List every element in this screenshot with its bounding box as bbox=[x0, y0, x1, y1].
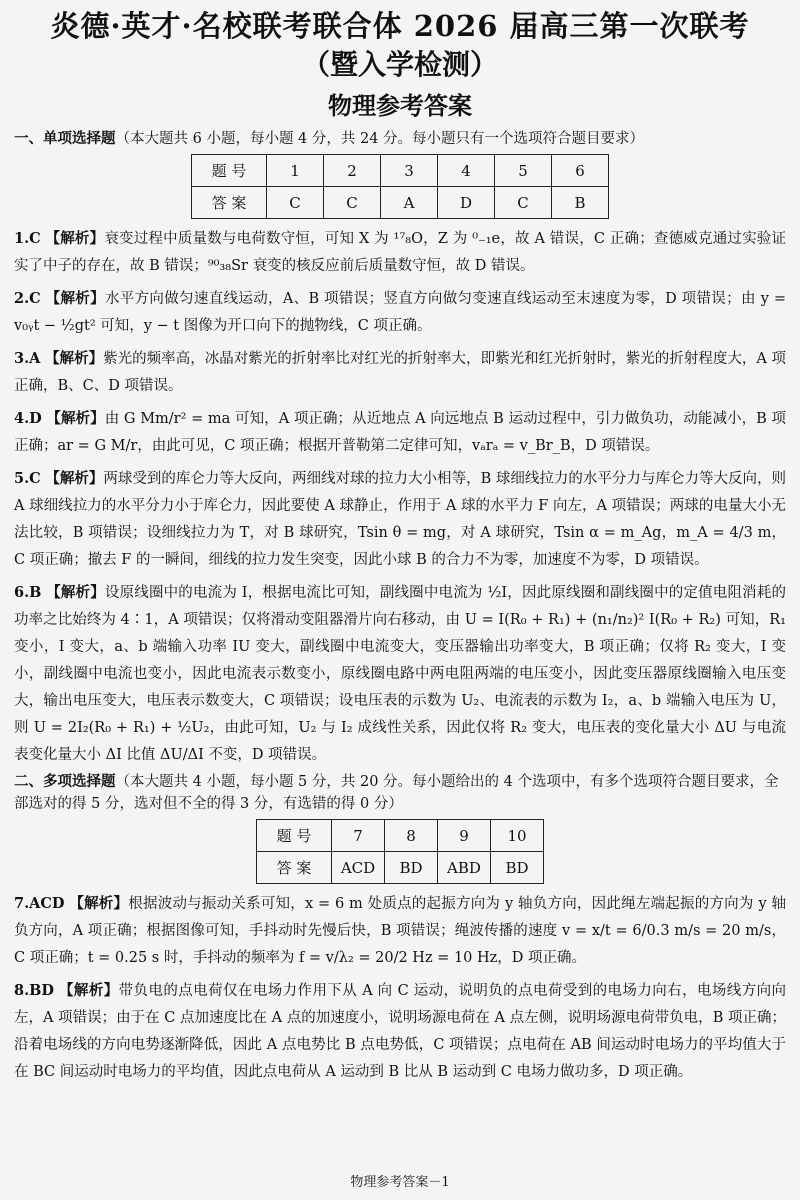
analysis-tag: 【解析】 bbox=[69, 895, 129, 912]
question-number: 7 bbox=[332, 820, 385, 852]
analysis-tag: 【解析】 bbox=[45, 290, 105, 307]
analysis-tag: 【解析】 bbox=[45, 230, 105, 247]
answer-key: 5.C bbox=[14, 470, 41, 487]
answer-item-6 bbox=[14, 579, 786, 769]
answer-item-4 bbox=[14, 405, 786, 460]
question-number: 10 bbox=[491, 820, 544, 852]
section-2-header bbox=[14, 771, 786, 815]
analysis-text: 由 G Mm/r² = ma 可知，A 项正确；从近地点 A 向远地点 B 运动过程中，引力做负功，动能减小，B 项正确；ar = G M/r，由此可见，C 项正确；根据开普勒第二定律可知，vₐrₐ = v_Br_B，D 项错误。 bbox=[14, 411, 787, 454]
section-1-header bbox=[14, 128, 786, 150]
analysis-text: 衰变过程中质量数与电荷数守恒，可知 X 为 ¹⁷₈O，Z 为 ⁰₋₁e，故 A 错误，C 正确；查德威克通过实验证实了中子的存在，故 B 错误；⁹⁰₃₈Sr 衰变的核反应前后质量数守恒，故 D 错误。 bbox=[14, 231, 787, 274]
analysis-text: 紫光的频率高，冰晶对紫光的折射率比对红光的折射率大，即紫光和红光折射时，紫光的折射程度大，A 项正确，B、C、D 项错误。 bbox=[14, 351, 787, 394]
answer-key: 3.A bbox=[14, 350, 41, 367]
answer-cell: B bbox=[552, 187, 609, 219]
analysis-text: 根据波动与振动关系可知，x = 6 m 处质点的起振方向为 y 轴负方向，因此绳左端起振的方向为 y 轴负方向，A 项正确；根据图像可知，手抖动时先慢后快，B 项错误；绳波传播的速度 v = x/t = 6/0.3 m/s = 20 m/s，C 项正确；t = 0.25 s 时，手抖动的频率为 f = v/λ₂ = 20/2 Hz = 10 Hz，D 项正确。 bbox=[14, 896, 787, 966]
analysis-text: 两球受到的库仑力等大反向，两细线对球的拉力大小相等，B 球细线拉力的水平分力与库仑力等大反向，则 A 球细线拉力的水平分力小于库仑力，因此要使 A 球静止，作用于 A 球的水平力 F 向左，A 项错误；两球的电量大小无法比较，B 项错误；设细线拉力为 T，对 B 球研究，Tsin θ = mg，对 A 球研究，Tsin α = m_Ag，m_A = 4/3 m，C 项正确；撤去 F 的一瞬间，细线的拉力发生突变，因此小球 B 的合力不为零，加速度不为零，D 项错误。 bbox=[14, 471, 787, 568]
answer-cell: C bbox=[267, 187, 324, 219]
question-number: 5 bbox=[495, 155, 552, 187]
analysis-tag: 【解析】 bbox=[46, 584, 105, 601]
table-row-label: 题 号 bbox=[192, 155, 267, 187]
answer-table-single-choice bbox=[191, 154, 609, 219]
page-footer: 物理参考答案－1 bbox=[350, 1175, 450, 1190]
question-number: 4 bbox=[438, 155, 495, 187]
answer-item-5 bbox=[14, 465, 786, 574]
table-row-label: 题 号 bbox=[257, 820, 332, 852]
answer-item-2 bbox=[14, 285, 786, 340]
answer-cell: ACD bbox=[332, 852, 385, 884]
question-number: 1 bbox=[267, 155, 324, 187]
answer-cell: A bbox=[381, 187, 438, 219]
section-2-heading: 二、多项选择题 bbox=[14, 773, 116, 790]
analysis-tag: 【解析】 bbox=[59, 982, 119, 999]
exam-title: 炎德·英才·名校联考联合体 2026 届高三第一次联考 bbox=[50, 9, 750, 43]
table-row bbox=[257, 852, 544, 884]
section-1-heading: 一、单项选择题 bbox=[14, 130, 116, 147]
answer-key: 2.C bbox=[14, 290, 41, 307]
answer-key: 8.BD bbox=[14, 982, 54, 999]
table-row bbox=[192, 155, 609, 187]
table-row bbox=[192, 187, 609, 219]
analysis-text: 带负电的点电荷仅在电场力作用下从 A 向 C 运动，说明负的点电荷受到的电场力向右，电场线方向向左，A 项错误；由于在 C 点加速度比在 A 点的加速度小，说明场源电荷在 A 点左侧，说明场源电荷带负电，B 项正确；沿着电场线的方向电势逐渐降低，因此 A 点电势比 B 点电势低，C 项错误；点电荷在 AB 间运动时电场力的平均值大于在 BC 间运动时电场力的平均值，因此点电荷从 A 运动到 B 比从 B 运动到 C 电场力做功多，D 项正确。 bbox=[14, 983, 787, 1080]
question-number: 9 bbox=[438, 820, 491, 852]
answer-item-7 bbox=[14, 890, 786, 972]
answer-table-multiple-choice bbox=[256, 819, 544, 884]
question-number: 6 bbox=[552, 155, 609, 187]
answer-cell: C bbox=[324, 187, 381, 219]
question-number: 8 bbox=[385, 820, 438, 852]
table-row-label: 答 案 bbox=[192, 187, 267, 219]
analysis-text: 水平方向做匀速直线运动，A、B 项错误；竖直方向做匀变速直线运动至末速度为零，D 项错误；由 y = v₀ᵧt − ½gt² 可知，y − t 图像为开口向下的抛物线，C 项正确。 bbox=[14, 291, 787, 334]
document-title: 物理参考答案 bbox=[328, 91, 472, 120]
answer-item-1 bbox=[14, 225, 786, 280]
answer-cell: C bbox=[495, 187, 552, 219]
section-1-description: （本大题共 6 小题，每小题 4 分，共 24 分。每小题只有一个选项符合题目要求） bbox=[115, 131, 645, 147]
answer-item-3 bbox=[14, 345, 786, 400]
answer-key: 6.B bbox=[14, 584, 42, 601]
analysis-tag: 【解析】 bbox=[46, 410, 105, 427]
answer-cell: BD bbox=[491, 852, 544, 884]
answer-cell: ABD bbox=[438, 852, 491, 884]
section-2-description: （本大题共 4 小题，每小题 5 分，共 20 分。每小题给出的 4 个选项中，有多个选项符合题目要求，全部选对的得 5 分，选对但不全的得 3 分，有选错的得 0 分） bbox=[14, 774, 779, 812]
answer-cell: BD bbox=[385, 852, 438, 884]
analysis-text: 设原线圈中的电流为 I，根据电流比可知，副线圈中电流为 ½I，因此原线圈和副线圈中的定值电阻消耗的功率之比始终为 4∶1，A 项错误；仅将滑动变阻器滑片向右移动，由 U = I(R₀ + R₁) + (n₁/n₂)² I(R₀ + R₂) 可知，R₁ 变小，I 变大，a、b 端输入功率 IU 变大，副线圈中电流变大，变压器输出功率变大，B 项正确；仅将 R₂ 变大，I 变小，副线圈中电流也变小，因此电流表示数变小，原线圈电路中两电阻两端的电压变小，因此变压器原线圈输入电压变大，输出电压变大，电压表示数变大，C 项错误；设电压表的示数为 U₂、电流表的示数为 I₂，a、b 端输入电压为 U，则 U = 2I₂(R₀ + R₁) + ½U₂，由此可知，U₂ 与 I₂ 成线性关系，因此仅将 R₂ 变大，电压表的变化量大小 ΔU 与电流表变化量大小 ΔI 比值 ΔU/ΔI 不变，D 项错误。 bbox=[14, 585, 787, 763]
analysis-tag: 【解析】 bbox=[45, 350, 104, 367]
answer-item-8 bbox=[14, 977, 786, 1086]
answer-key: 4.D bbox=[14, 410, 42, 427]
question-number: 3 bbox=[381, 155, 438, 187]
table-row bbox=[257, 820, 544, 852]
answer-key: 7.ACD bbox=[14, 895, 65, 912]
analysis-tag: 【解析】 bbox=[45, 470, 104, 487]
exam-subtitle: （暨入学检测） bbox=[301, 48, 498, 81]
answer-cell: D bbox=[438, 187, 495, 219]
question-number: 2 bbox=[324, 155, 381, 187]
answer-key: 1.C bbox=[14, 230, 41, 247]
table-row-label: 答 案 bbox=[257, 852, 332, 884]
